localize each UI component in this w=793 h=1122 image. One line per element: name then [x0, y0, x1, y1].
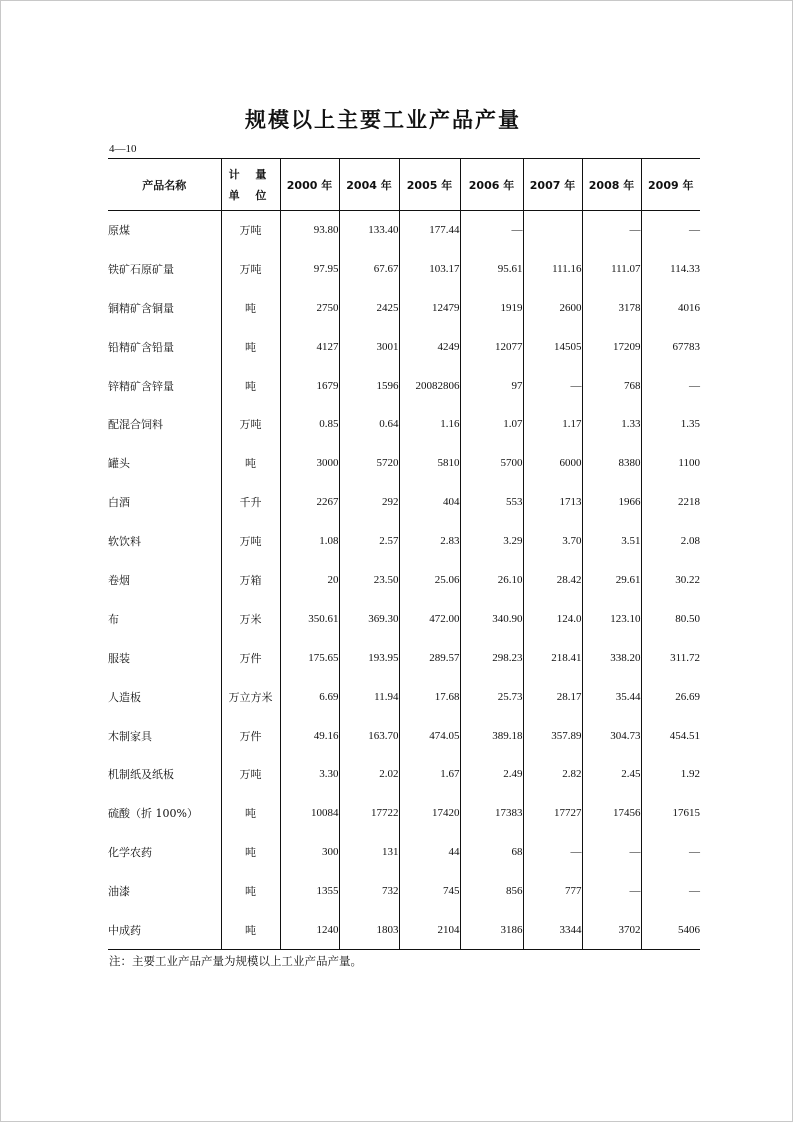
value-cell: 357.89: [523, 716, 582, 755]
value-cell: 389.18: [460, 716, 523, 755]
value-cell: 4127: [280, 327, 339, 366]
production-table: [108, 158, 700, 950]
value-cell: 28.17: [523, 677, 582, 716]
value-cell: 67783: [641, 327, 700, 366]
value-cell: 454.51: [641, 716, 700, 755]
value-cell: 1100: [641, 444, 700, 483]
value-cell: 26.69: [641, 677, 700, 716]
value-cell: 218.41: [523, 638, 582, 677]
unit-cell: 千升: [221, 483, 280, 522]
table-row: [108, 561, 700, 600]
table-row: [108, 327, 700, 366]
value-cell: 1.08: [280, 522, 339, 561]
table-row: [108, 366, 700, 405]
table-row: [108, 755, 700, 794]
value-cell: —: [523, 833, 582, 872]
unit-cell: 万吨: [221, 755, 280, 794]
value-cell: 12479: [399, 288, 460, 327]
value-cell: 68: [460, 833, 523, 872]
unit-cell: 吨: [221, 794, 280, 833]
header-unit: [221, 159, 280, 211]
footnote: 注：主要工业产品产量为规模以上工业产品产量。: [109, 954, 362, 968]
value-cell: 474.05: [399, 716, 460, 755]
product-name-cell: 罐头: [108, 457, 130, 471]
value-cell: 95.61: [460, 249, 523, 288]
value-cell: 2750: [280, 288, 339, 327]
value-cell: —: [523, 366, 582, 405]
table-row: [108, 677, 700, 716]
value-cell: 300: [280, 833, 339, 872]
value-cell: 1.67: [399, 755, 460, 794]
value-cell: 3000: [280, 444, 339, 483]
value-cell: 5810: [399, 444, 460, 483]
value-cell: 553: [460, 483, 523, 522]
value-cell: 3344: [523, 911, 582, 950]
value-cell: 25.06: [399, 561, 460, 600]
value-cell: 404: [399, 483, 460, 522]
value-cell: 2600: [523, 288, 582, 327]
value-cell: 1.33: [582, 405, 641, 444]
value-cell: 5700: [460, 444, 523, 483]
table-row: [108, 405, 700, 444]
value-cell: 111.07: [582, 249, 641, 288]
value-cell: 732: [339, 872, 399, 911]
value-cell: 289.57: [399, 638, 460, 677]
value-cell: 0.64: [339, 405, 399, 444]
value-cell: —: [582, 833, 641, 872]
value-cell: 17727: [523, 794, 582, 833]
value-cell: 20082806: [399, 366, 460, 405]
value-cell: 1355: [280, 872, 339, 911]
product-name-cell: 原煤: [108, 224, 130, 238]
header-year: 2000 年: [280, 159, 339, 211]
value-cell: —: [641, 366, 700, 405]
value-cell: —: [641, 872, 700, 911]
product-name-cell: 铅精矿含铅量: [108, 340, 174, 354]
value-cell: 14505: [523, 327, 582, 366]
unit-cell: 吨: [221, 366, 280, 405]
value-cell: 17383: [460, 794, 523, 833]
value-cell: 4016: [641, 288, 700, 327]
table-row: [108, 716, 700, 755]
value-cell: 17420: [399, 794, 460, 833]
table-row: [108, 911, 700, 950]
product-name-cell: 化学农药: [108, 846, 152, 860]
value-cell: 2.82: [523, 755, 582, 794]
unit-cell: 吨: [221, 444, 280, 483]
value-cell: 1596: [339, 366, 399, 405]
product-name-cell: 油漆: [108, 885, 130, 899]
table-row: [108, 599, 700, 638]
value-cell: 1.16: [399, 405, 460, 444]
value-cell: —: [641, 211, 700, 250]
value-cell: 338.20: [582, 638, 641, 677]
value-cell: 5406: [641, 911, 700, 950]
value-cell: 111.16: [523, 249, 582, 288]
unit-cell: 吨: [221, 327, 280, 366]
value-cell: 163.70: [339, 716, 399, 755]
value-cell: 25.73: [460, 677, 523, 716]
value-cell: 1.35: [641, 405, 700, 444]
value-cell: 292: [339, 483, 399, 522]
value-cell: 777: [523, 872, 582, 911]
unit-cell: 吨: [221, 911, 280, 950]
value-cell: 93.80: [280, 211, 339, 250]
value-cell: 2.57: [339, 522, 399, 561]
value-cell: 44: [399, 833, 460, 872]
table-number: 4—10: [109, 143, 137, 155]
value-cell: 1803: [339, 911, 399, 950]
table-row: [108, 288, 700, 327]
value-cell: 23.50: [339, 561, 399, 600]
value-cell: 1.92: [641, 755, 700, 794]
header-year: 2006 年: [460, 159, 523, 211]
value-cell: 1.07: [460, 405, 523, 444]
header-year: 2009 年: [641, 159, 700, 211]
value-cell: 1919: [460, 288, 523, 327]
value-cell: 350.61: [280, 599, 339, 638]
unit-cell: 万箱: [221, 561, 280, 600]
value-cell: 17722: [339, 794, 399, 833]
value-cell: 193.95: [339, 638, 399, 677]
value-cell: 29.61: [582, 561, 641, 600]
value-cell: 1.17: [523, 405, 582, 444]
value-cell: 124.0: [523, 599, 582, 638]
value-cell: 6000: [523, 444, 582, 483]
value-cell: 3.51: [582, 522, 641, 561]
value-cell: 131: [339, 833, 399, 872]
value-cell: 3.70: [523, 522, 582, 561]
header-unit-line1: 计 量: [228, 167, 273, 181]
header-year: 2004 年: [339, 159, 399, 211]
value-cell: 133.40: [339, 211, 399, 250]
value-cell: 114.33: [641, 249, 700, 288]
value-cell: 2.08: [641, 522, 700, 561]
value-cell: 2.49: [460, 755, 523, 794]
unit-cell: 吨: [221, 833, 280, 872]
unit-cell: 万吨: [221, 211, 280, 250]
value-cell: 3186: [460, 911, 523, 950]
product-name-cell: 铁矿石原矿量: [108, 262, 174, 276]
value-cell: 175.65: [280, 638, 339, 677]
value-cell: 177.44: [399, 211, 460, 250]
value-cell: 340.90: [460, 599, 523, 638]
table-row: [108, 833, 700, 872]
value-cell: 1966: [582, 483, 641, 522]
table-row: [108, 794, 700, 833]
value-cell: 17615: [641, 794, 700, 833]
value-cell: 17456: [582, 794, 641, 833]
product-name-cell: 铜精矿含铜量: [108, 301, 174, 315]
value-cell: 3.29: [460, 522, 523, 561]
unit-cell: 万件: [221, 638, 280, 677]
product-name-cell: 人造板: [108, 690, 141, 704]
unit-cell: 吨: [221, 872, 280, 911]
value-cell: 30.22: [641, 561, 700, 600]
value-cell: —: [582, 211, 641, 250]
value-cell: 369.30: [339, 599, 399, 638]
value-cell: 97.95: [280, 249, 339, 288]
value-cell: 2.83: [399, 522, 460, 561]
value-cell: 2425: [339, 288, 399, 327]
value-cell: 8380: [582, 444, 641, 483]
unit-cell: 万吨: [221, 249, 280, 288]
value-cell: 304.73: [582, 716, 641, 755]
value-cell: —: [582, 872, 641, 911]
value-cell: 768: [582, 366, 641, 405]
value-cell: 80.50: [641, 599, 700, 638]
unit-cell: 万立方米: [221, 677, 280, 716]
value-cell: 472.00: [399, 599, 460, 638]
value-cell: 856: [460, 872, 523, 911]
header-year: 2007 年: [523, 159, 582, 211]
value-cell: 28.42: [523, 561, 582, 600]
value-cell: 10084: [280, 794, 339, 833]
value-cell: 20: [280, 561, 339, 600]
value-cell: 745: [399, 872, 460, 911]
page-title: 规模以上主要工业产品产量: [245, 108, 521, 132]
value-cell: 17.68: [399, 677, 460, 716]
value-cell: 3178: [582, 288, 641, 327]
value-cell: 1679: [280, 366, 339, 405]
value-cell: 17209: [582, 327, 641, 366]
table-row: [108, 483, 700, 522]
table-header-row: [108, 159, 700, 211]
value-cell: 35.44: [582, 677, 641, 716]
value-cell: 0.85: [280, 405, 339, 444]
value-cell: 2267: [280, 483, 339, 522]
product-name-cell: 布: [108, 612, 119, 626]
product-name-cell: 白酒: [108, 496, 130, 510]
unit-cell: 万吨: [221, 522, 280, 561]
product-name-cell: 锌精矿含锌量: [108, 379, 174, 393]
value-cell: 103.17: [399, 249, 460, 288]
product-name-cell: 机制纸及纸板: [108, 768, 174, 782]
product-name-cell: 服装: [108, 651, 130, 665]
table-row: [108, 522, 700, 561]
table-row: [108, 444, 700, 483]
value-cell: 2104: [399, 911, 460, 950]
value-cell: 26.10: [460, 561, 523, 600]
header-year: 2005 年: [399, 159, 460, 211]
header-year: 2008 年: [582, 159, 641, 211]
table-row: [108, 872, 700, 911]
value-cell: 1713: [523, 483, 582, 522]
value-cell: 3001: [339, 327, 399, 366]
value-cell: 11.94: [339, 677, 399, 716]
value-cell: 298.23: [460, 638, 523, 677]
value-cell: —: [641, 833, 700, 872]
product-name-cell: 木制家具: [108, 729, 152, 743]
value-cell: 3.30: [280, 755, 339, 794]
value-cell: 311.72: [641, 638, 700, 677]
value-cell: 1240: [280, 911, 339, 950]
value-cell: 2.02: [339, 755, 399, 794]
value-cell: 4249: [399, 327, 460, 366]
value-cell: [523, 211, 582, 250]
value-cell: 2.45: [582, 755, 641, 794]
value-cell: 3702: [582, 911, 641, 950]
unit-cell: 万吨: [221, 405, 280, 444]
unit-cell: 万米: [221, 599, 280, 638]
header-unit-line2: 单 位: [228, 188, 273, 202]
table-row: [108, 249, 700, 288]
value-cell: 123.10: [582, 599, 641, 638]
value-cell: 12077: [460, 327, 523, 366]
value-cell: 6.69: [280, 677, 339, 716]
header-product: 产品名称: [108, 159, 221, 211]
value-cell: 67.67: [339, 249, 399, 288]
value-cell: —: [460, 211, 523, 250]
product-name-cell: 配混合饲料: [108, 418, 163, 432]
product-name-cell: 卷烟: [108, 573, 130, 587]
value-cell: 2218: [641, 483, 700, 522]
value-cell: 97: [460, 366, 523, 405]
value-cell: 49.16: [280, 716, 339, 755]
product-name-cell: 中成药: [108, 911, 221, 950]
product-name-cell: 软饮料: [108, 535, 141, 549]
table-row: [108, 211, 700, 250]
table-row: [108, 638, 700, 677]
product-name-cell: 硫酸（折 100%）: [108, 807, 198, 821]
unit-cell: 万件: [221, 716, 280, 755]
value-cell: 5720: [339, 444, 399, 483]
table-body: [108, 211, 700, 950]
unit-cell: 吨: [221, 288, 280, 327]
